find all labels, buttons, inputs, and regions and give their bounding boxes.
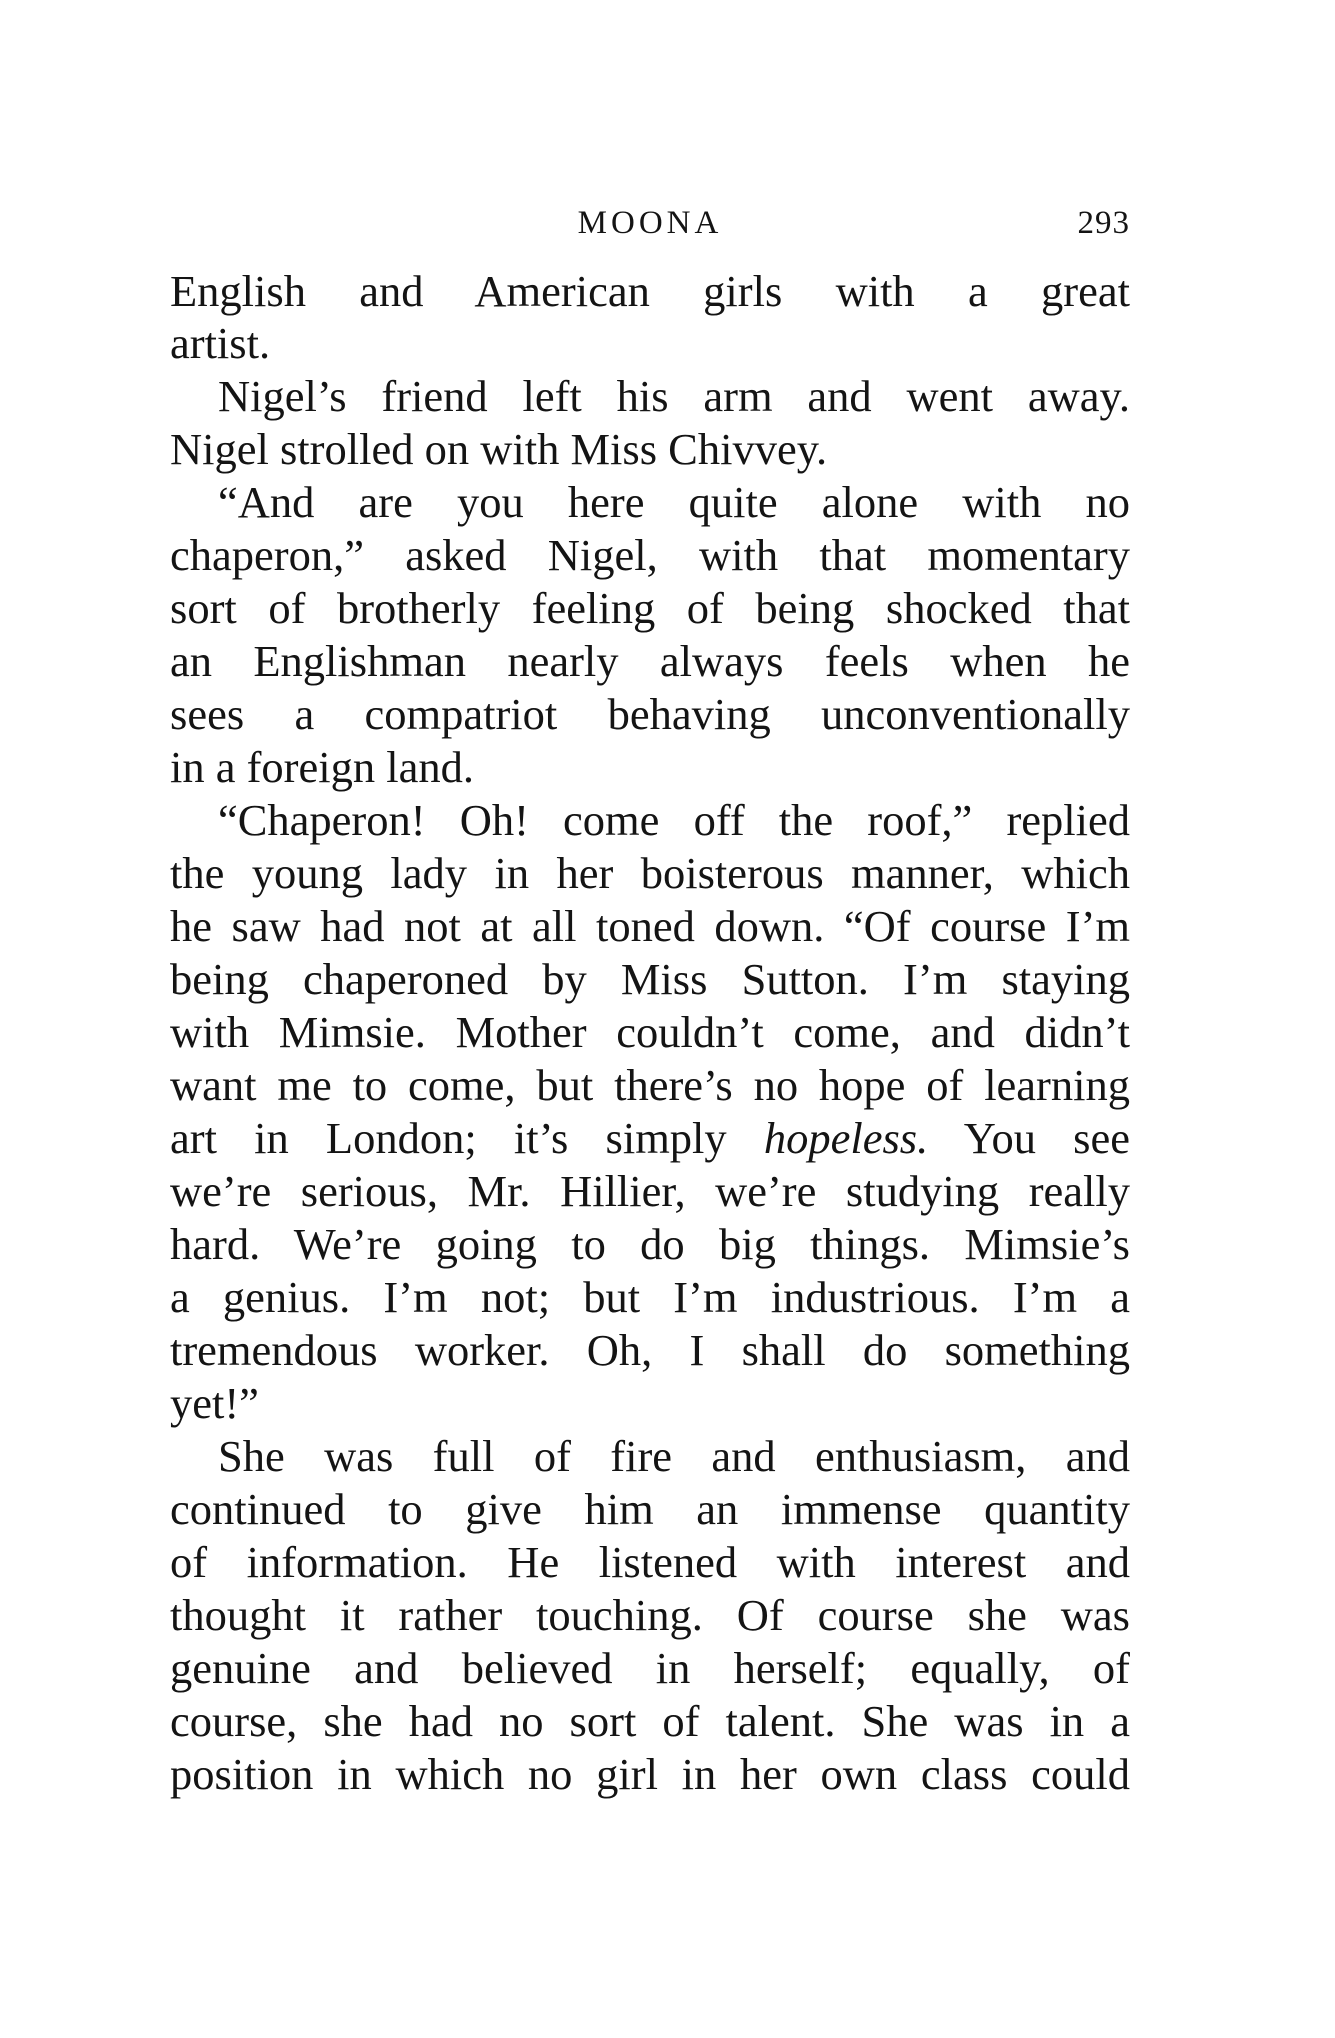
text-line: She was full of fire and enthusiasm, and <box>218 1431 1130 1481</box>
text-line: chaperon,” asked Nigel, with that momentary <box>170 530 1130 580</box>
text-line: we’re serious, Mr. Hillier, we’re studying really <box>170 1166 1130 1216</box>
running-title: MOONA <box>577 205 723 241</box>
text-line: continued to give him an immense quantity <box>170 1484 1130 1534</box>
text-line: the young lady in her boisterous manner, which <box>170 848 1130 898</box>
italic-word: hopeless. <box>763 1113 929 1163</box>
text-line: being chaperoned by Miss Sutton. I’m staying <box>170 954 1130 1004</box>
text-segment: You see <box>928 1113 1130 1163</box>
text-line: tremendous worker. Oh, I shall do something <box>170 1325 1130 1375</box>
text-line: English and American girls with a great <box>170 266 1130 316</box>
text-line: genuine and believed in herself; equally, of <box>170 1643 1130 1693</box>
text-line: sort of brotherly feeling of being shocked that <box>170 583 1130 633</box>
text-segment: art in London; it’s simply <box>170 1113 764 1163</box>
text-line: Nigel’s friend left his arm and went away. <box>218 371 1130 421</box>
text-line: “And are you here quite alone with no <box>218 477 1130 527</box>
text-line: he saw had not at all toned down. “Of course I’m <box>170 901 1130 951</box>
page-number: 293 <box>1077 205 1130 241</box>
text-line <box>170 1110 1130 1166</box>
text-line: want me to come, but there’s no hope of learning <box>170 1060 1130 1110</box>
text-line: position in which no girl in her own class could <box>170 1749 1130 1799</box>
text-line: sees a compatriot behaving unconventionally <box>170 689 1130 739</box>
text-line: yet!” <box>170 1378 259 1428</box>
text-line: with Mimsie. Mother couldn’t come, and didn’t <box>170 1007 1130 1057</box>
text-line: of information. He listened with interest and <box>170 1537 1130 1587</box>
text-line: artist. <box>170 318 271 368</box>
text-line: hard. We’re going to do big things. Mimsie’s <box>170 1219 1130 1269</box>
text-line: course, she had no sort of talent. She was in a <box>170 1696 1130 1746</box>
text-line: “Chaperon! Oh! come off the roof,” replied <box>218 795 1130 845</box>
text-line: an Englishman nearly always feels when he <box>170 636 1130 686</box>
running-head <box>170 205 1130 245</box>
text-line: in a foreign land. <box>170 742 474 792</box>
text-line: a genius. I’m not; but I’m industrious. I’m a <box>170 1272 1130 1322</box>
text-line: Nigel strolled on with Miss Chivvey. <box>170 424 828 474</box>
text-line: thought it rather touching. Of course she was <box>170 1590 1130 1640</box>
